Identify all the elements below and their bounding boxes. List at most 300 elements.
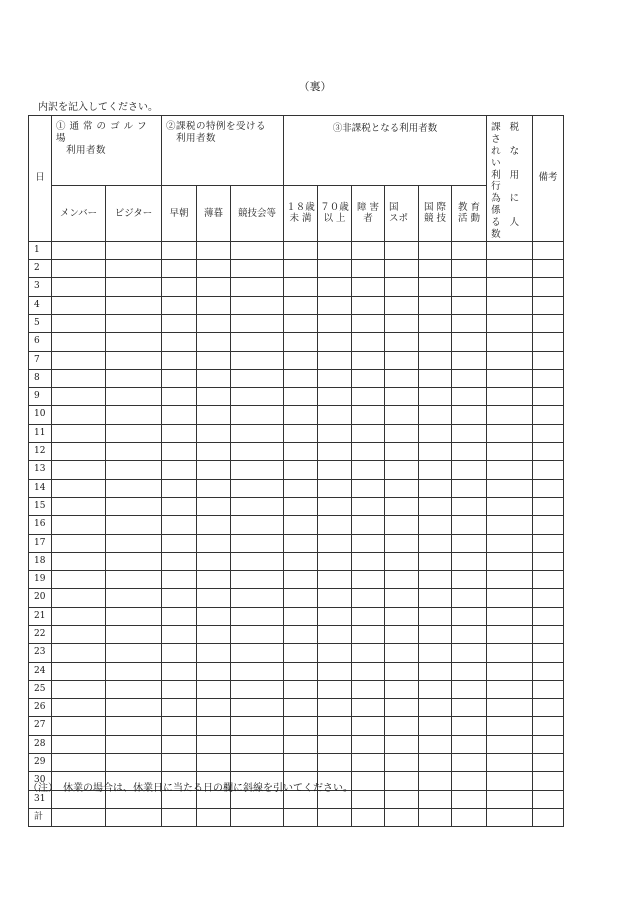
entry-cell[interactable]	[106, 241, 162, 259]
entry-cell[interactable]	[352, 644, 385, 662]
entry-cell[interactable]	[231, 351, 284, 369]
entry-cell[interactable]	[52, 388, 106, 406]
entry-cell[interactable]	[452, 589, 487, 607]
entry-cell[interactable]	[284, 754, 318, 772]
entry-cell[interactable]	[487, 406, 533, 424]
entry-cell[interactable]	[52, 699, 106, 717]
entry-cell[interactable]	[197, 644, 231, 662]
entry-cell[interactable]	[52, 479, 106, 497]
entry-cell[interactable]	[487, 479, 533, 497]
entry-cell[interactable]	[231, 461, 284, 479]
entry-cell[interactable]	[452, 790, 487, 808]
entry-cell[interactable]	[385, 607, 419, 625]
entry-cell[interactable]	[385, 680, 419, 698]
entry-cell[interactable]	[197, 461, 231, 479]
entry-cell[interactable]	[487, 516, 533, 534]
entry-cell[interactable]	[533, 314, 564, 332]
entry-cell[interactable]	[487, 314, 533, 332]
entry-cell[interactable]	[284, 443, 318, 461]
entry-cell[interactable]	[385, 260, 419, 278]
entry-cell[interactable]	[197, 443, 231, 461]
entry-cell[interactable]	[385, 662, 419, 680]
entry-cell[interactable]	[352, 735, 385, 753]
entry-cell[interactable]	[487, 735, 533, 753]
entry-cell[interactable]	[197, 241, 231, 259]
entry-cell[interactable]	[385, 772, 419, 790]
entry-cell[interactable]	[106, 735, 162, 753]
entry-cell[interactable]	[318, 607, 352, 625]
entry-cell[interactable]	[231, 406, 284, 424]
entry-cell[interactable]	[318, 333, 352, 351]
entry-cell[interactable]	[533, 497, 564, 515]
entry-cell[interactable]	[162, 534, 197, 552]
entry-cell[interactable]	[352, 754, 385, 772]
entry-cell[interactable]	[452, 388, 487, 406]
entry-cell[interactable]	[452, 735, 487, 753]
entry-cell[interactable]	[197, 314, 231, 332]
entry-cell[interactable]	[487, 754, 533, 772]
entry-cell[interactable]	[352, 369, 385, 387]
entry-cell[interactable]	[318, 296, 352, 314]
entry-cell[interactable]	[52, 534, 106, 552]
entry-cell[interactable]	[162, 754, 197, 772]
entry-cell[interactable]	[284, 589, 318, 607]
entry-cell[interactable]	[106, 406, 162, 424]
entry-cell[interactable]	[533, 607, 564, 625]
entry-cell[interactable]	[197, 699, 231, 717]
entry-cell[interactable]	[318, 406, 352, 424]
entry-cell[interactable]	[318, 516, 352, 534]
entry-cell[interactable]	[452, 662, 487, 680]
entry-cell[interactable]	[106, 388, 162, 406]
entry-cell[interactable]	[106, 680, 162, 698]
entry-cell[interactable]	[52, 461, 106, 479]
entry-cell[interactable]	[385, 333, 419, 351]
entry-cell[interactable]	[318, 497, 352, 515]
entry-cell[interactable]	[385, 808, 419, 826]
entry-cell[interactable]	[452, 534, 487, 552]
entry-cell[interactable]	[385, 516, 419, 534]
entry-cell[interactable]	[419, 717, 452, 735]
entry-cell[interactable]	[106, 534, 162, 552]
entry-cell[interactable]	[284, 333, 318, 351]
entry-cell[interactable]	[106, 260, 162, 278]
entry-cell[interactable]	[452, 808, 487, 826]
entry-cell[interactable]	[487, 808, 533, 826]
entry-cell[interactable]	[318, 717, 352, 735]
entry-cell[interactable]	[452, 241, 487, 259]
entry-cell[interactable]	[284, 424, 318, 442]
entry-cell[interactable]	[487, 369, 533, 387]
entry-cell[interactable]	[162, 388, 197, 406]
entry-cell[interactable]	[162, 461, 197, 479]
entry-cell[interactable]	[231, 443, 284, 461]
entry-cell[interactable]	[533, 680, 564, 698]
entry-cell[interactable]	[487, 296, 533, 314]
entry-cell[interactable]	[419, 479, 452, 497]
entry-cell[interactable]	[318, 662, 352, 680]
entry-cell[interactable]	[452, 333, 487, 351]
entry-cell[interactable]	[352, 296, 385, 314]
entry-cell[interactable]	[231, 625, 284, 643]
entry-cell[interactable]	[385, 589, 419, 607]
entry-cell[interactable]	[419, 388, 452, 406]
entry-cell[interactable]	[318, 589, 352, 607]
entry-cell[interactable]	[231, 479, 284, 497]
entry-cell[interactable]	[419, 772, 452, 790]
entry-cell[interactable]	[385, 351, 419, 369]
entry-cell[interactable]	[487, 278, 533, 296]
entry-cell[interactable]	[385, 735, 419, 753]
entry-cell[interactable]	[284, 497, 318, 515]
entry-cell[interactable]	[533, 754, 564, 772]
entry-cell[interactable]	[52, 516, 106, 534]
entry-cell[interactable]	[284, 625, 318, 643]
entry-cell[interactable]	[419, 644, 452, 662]
entry-cell[interactable]	[318, 351, 352, 369]
entry-cell[interactable]	[533, 388, 564, 406]
entry-cell[interactable]	[487, 589, 533, 607]
entry-cell[interactable]	[452, 680, 487, 698]
entry-cell[interactable]	[533, 443, 564, 461]
entry-cell[interactable]	[284, 607, 318, 625]
entry-cell[interactable]	[231, 552, 284, 570]
entry-cell[interactable]	[385, 369, 419, 387]
entry-cell[interactable]	[52, 278, 106, 296]
entry-cell[interactable]	[533, 589, 564, 607]
entry-cell[interactable]	[352, 333, 385, 351]
entry-cell[interactable]	[106, 333, 162, 351]
entry-cell[interactable]	[452, 571, 487, 589]
entry-cell[interactable]	[106, 479, 162, 497]
entry-cell[interactable]	[284, 296, 318, 314]
entry-cell[interactable]	[419, 662, 452, 680]
entry-cell[interactable]	[385, 424, 419, 442]
entry-cell[interactable]	[197, 662, 231, 680]
entry-cell[interactable]	[284, 461, 318, 479]
entry-cell[interactable]	[318, 260, 352, 278]
entry-cell[interactable]	[162, 241, 197, 259]
entry-cell[interactable]	[352, 790, 385, 808]
entry-cell[interactable]	[419, 808, 452, 826]
entry-cell[interactable]	[318, 369, 352, 387]
entry-cell[interactable]	[284, 406, 318, 424]
entry-cell[interactable]	[419, 790, 452, 808]
entry-cell[interactable]	[52, 607, 106, 625]
entry-cell[interactable]	[197, 808, 231, 826]
entry-cell[interactable]	[52, 314, 106, 332]
entry-cell[interactable]	[385, 754, 419, 772]
entry-cell[interactable]	[352, 351, 385, 369]
entry-cell[interactable]	[385, 388, 419, 406]
entry-cell[interactable]	[533, 625, 564, 643]
entry-cell[interactable]	[533, 534, 564, 552]
entry-cell[interactable]	[231, 241, 284, 259]
entry-cell[interactable]	[52, 754, 106, 772]
entry-cell[interactable]	[452, 351, 487, 369]
entry-cell[interactable]	[352, 443, 385, 461]
entry-cell[interactable]	[452, 314, 487, 332]
entry-cell[interactable]	[106, 808, 162, 826]
entry-cell[interactable]	[352, 808, 385, 826]
entry-cell[interactable]	[162, 552, 197, 570]
entry-cell[interactable]	[419, 516, 452, 534]
entry-cell[interactable]	[231, 644, 284, 662]
entry-cell[interactable]	[487, 571, 533, 589]
entry-cell[interactable]	[385, 790, 419, 808]
entry-cell[interactable]	[487, 461, 533, 479]
entry-cell[interactable]	[284, 351, 318, 369]
entry-cell[interactable]	[197, 607, 231, 625]
entry-cell[interactable]	[162, 497, 197, 515]
entry-cell[interactable]	[231, 278, 284, 296]
entry-cell[interactable]	[452, 717, 487, 735]
entry-cell[interactable]	[533, 241, 564, 259]
entry-cell[interactable]	[318, 479, 352, 497]
entry-cell[interactable]	[284, 260, 318, 278]
entry-cell[interactable]	[197, 717, 231, 735]
entry-cell[interactable]	[197, 424, 231, 442]
entry-cell[interactable]	[419, 314, 452, 332]
entry-cell[interactable]	[385, 461, 419, 479]
entry-cell[interactable]	[533, 662, 564, 680]
entry-cell[interactable]	[106, 699, 162, 717]
entry-cell[interactable]	[284, 241, 318, 259]
entry-cell[interactable]	[452, 461, 487, 479]
entry-cell[interactable]	[197, 589, 231, 607]
entry-cell[interactable]	[197, 479, 231, 497]
entry-cell[interactable]	[533, 772, 564, 790]
entry-cell[interactable]	[106, 461, 162, 479]
entry-cell[interactable]	[419, 351, 452, 369]
entry-cell[interactable]	[452, 278, 487, 296]
entry-cell[interactable]	[385, 571, 419, 589]
entry-cell[interactable]	[197, 260, 231, 278]
entry-cell[interactable]	[197, 333, 231, 351]
entry-cell[interactable]	[318, 735, 352, 753]
entry-cell[interactable]	[419, 406, 452, 424]
entry-cell[interactable]	[162, 260, 197, 278]
entry-cell[interactable]	[487, 607, 533, 625]
entry-cell[interactable]	[452, 607, 487, 625]
entry-cell[interactable]	[419, 680, 452, 698]
entry-cell[interactable]	[106, 607, 162, 625]
entry-cell[interactable]	[419, 534, 452, 552]
entry-cell[interactable]	[533, 424, 564, 442]
entry-cell[interactable]	[385, 406, 419, 424]
entry-cell[interactable]	[284, 479, 318, 497]
entry-cell[interactable]	[52, 625, 106, 643]
entry-cell[interactable]	[231, 260, 284, 278]
entry-cell[interactable]	[533, 699, 564, 717]
entry-cell[interactable]	[487, 241, 533, 259]
entry-cell[interactable]	[419, 424, 452, 442]
entry-cell[interactable]	[452, 552, 487, 570]
entry-cell[interactable]	[106, 516, 162, 534]
entry-cell[interactable]	[197, 571, 231, 589]
entry-cell[interactable]	[106, 552, 162, 570]
entry-cell[interactable]	[452, 369, 487, 387]
entry-cell[interactable]	[52, 552, 106, 570]
entry-cell[interactable]	[352, 424, 385, 442]
entry-cell[interactable]	[318, 388, 352, 406]
entry-cell[interactable]	[231, 534, 284, 552]
entry-cell[interactable]	[52, 571, 106, 589]
entry-cell[interactable]	[352, 552, 385, 570]
entry-cell[interactable]	[162, 680, 197, 698]
entry-cell[interactable]	[231, 314, 284, 332]
entry-cell[interactable]	[385, 241, 419, 259]
entry-cell[interactable]	[352, 314, 385, 332]
entry-cell[interactable]	[487, 388, 533, 406]
entry-cell[interactable]	[231, 589, 284, 607]
entry-cell[interactable]	[284, 699, 318, 717]
entry-cell[interactable]	[385, 717, 419, 735]
entry-cell[interactable]	[385, 479, 419, 497]
entry-cell[interactable]	[318, 808, 352, 826]
entry-cell[interactable]	[162, 644, 197, 662]
entry-cell[interactable]	[352, 717, 385, 735]
entry-cell[interactable]	[52, 717, 106, 735]
entry-cell[interactable]	[419, 241, 452, 259]
entry-cell[interactable]	[162, 314, 197, 332]
entry-cell[interactable]	[419, 296, 452, 314]
entry-cell[interactable]	[106, 571, 162, 589]
entry-cell[interactable]	[452, 754, 487, 772]
entry-cell[interactable]	[452, 296, 487, 314]
entry-cell[interactable]	[52, 369, 106, 387]
entry-cell[interactable]	[533, 296, 564, 314]
entry-cell[interactable]	[231, 662, 284, 680]
entry-cell[interactable]	[284, 717, 318, 735]
entry-cell[interactable]	[533, 369, 564, 387]
entry-cell[interactable]	[106, 369, 162, 387]
entry-cell[interactable]	[419, 607, 452, 625]
entry-cell[interactable]	[352, 589, 385, 607]
entry-cell[interactable]	[52, 333, 106, 351]
entry-cell[interactable]	[419, 699, 452, 717]
entry-cell[interactable]	[452, 443, 487, 461]
entry-cell[interactable]	[162, 589, 197, 607]
entry-cell[interactable]	[487, 260, 533, 278]
entry-cell[interactable]	[231, 516, 284, 534]
entry-cell[interactable]	[487, 790, 533, 808]
entry-cell[interactable]	[106, 314, 162, 332]
entry-cell[interactable]	[533, 406, 564, 424]
entry-cell[interactable]	[231, 607, 284, 625]
entry-cell[interactable]	[197, 278, 231, 296]
entry-cell[interactable]	[162, 278, 197, 296]
entry-cell[interactable]	[231, 424, 284, 442]
entry-cell[interactable]	[231, 571, 284, 589]
entry-cell[interactable]	[533, 351, 564, 369]
entry-cell[interactable]	[284, 644, 318, 662]
entry-cell[interactable]	[52, 424, 106, 442]
entry-cell[interactable]	[487, 443, 533, 461]
entry-cell[interactable]	[162, 625, 197, 643]
entry-cell[interactable]	[352, 260, 385, 278]
entry-cell[interactable]	[52, 296, 106, 314]
entry-cell[interactable]	[106, 644, 162, 662]
entry-cell[interactable]	[385, 625, 419, 643]
entry-cell[interactable]	[352, 607, 385, 625]
entry-cell[interactable]	[487, 625, 533, 643]
entry-cell[interactable]	[318, 625, 352, 643]
entry-cell[interactable]	[52, 680, 106, 698]
entry-cell[interactable]	[385, 278, 419, 296]
entry-cell[interactable]	[318, 699, 352, 717]
entry-cell[interactable]	[284, 680, 318, 698]
entry-cell[interactable]	[452, 479, 487, 497]
entry-cell[interactable]	[487, 662, 533, 680]
entry-cell[interactable]	[52, 808, 106, 826]
entry-cell[interactable]	[487, 497, 533, 515]
entry-cell[interactable]	[352, 534, 385, 552]
entry-cell[interactable]	[106, 351, 162, 369]
entry-cell[interactable]	[106, 589, 162, 607]
entry-cell[interactable]	[533, 516, 564, 534]
entry-cell[interactable]	[162, 808, 197, 826]
entry-cell[interactable]	[419, 369, 452, 387]
entry-cell[interactable]	[162, 516, 197, 534]
entry-cell[interactable]	[162, 662, 197, 680]
entry-cell[interactable]	[284, 552, 318, 570]
entry-cell[interactable]	[284, 516, 318, 534]
entry-cell[interactable]	[352, 497, 385, 515]
entry-cell[interactable]	[533, 790, 564, 808]
entry-cell[interactable]	[284, 278, 318, 296]
entry-cell[interactable]	[231, 754, 284, 772]
entry-cell[interactable]	[487, 534, 533, 552]
entry-cell[interactable]	[487, 699, 533, 717]
entry-cell[interactable]	[352, 461, 385, 479]
entry-cell[interactable]	[533, 644, 564, 662]
entry-cell[interactable]	[284, 369, 318, 387]
entry-cell[interactable]	[197, 516, 231, 534]
entry-cell[interactable]	[197, 552, 231, 570]
entry-cell[interactable]	[533, 735, 564, 753]
entry-cell[interactable]	[197, 351, 231, 369]
entry-cell[interactable]	[52, 662, 106, 680]
entry-cell[interactable]	[284, 571, 318, 589]
entry-cell[interactable]	[419, 278, 452, 296]
entry-cell[interactable]	[487, 680, 533, 698]
entry-cell[interactable]	[162, 296, 197, 314]
entry-cell[interactable]	[385, 534, 419, 552]
entry-cell[interactable]	[52, 241, 106, 259]
entry-cell[interactable]	[52, 260, 106, 278]
entry-cell[interactable]	[352, 388, 385, 406]
entry-cell[interactable]	[231, 333, 284, 351]
entry-cell[interactable]	[419, 625, 452, 643]
entry-cell[interactable]	[352, 680, 385, 698]
entry-cell[interactable]	[352, 406, 385, 424]
entry-cell[interactable]	[162, 607, 197, 625]
entry-cell[interactable]	[284, 534, 318, 552]
entry-cell[interactable]	[162, 369, 197, 387]
entry-cell[interactable]	[419, 552, 452, 570]
entry-cell[interactable]	[318, 644, 352, 662]
entry-cell[interactable]	[162, 479, 197, 497]
entry-cell[interactable]	[197, 406, 231, 424]
entry-cell[interactable]	[419, 443, 452, 461]
entry-cell[interactable]	[533, 260, 564, 278]
entry-cell[interactable]	[419, 461, 452, 479]
entry-cell[interactable]	[452, 625, 487, 643]
entry-cell[interactable]	[162, 406, 197, 424]
entry-cell[interactable]	[533, 552, 564, 570]
entry-cell[interactable]	[162, 571, 197, 589]
